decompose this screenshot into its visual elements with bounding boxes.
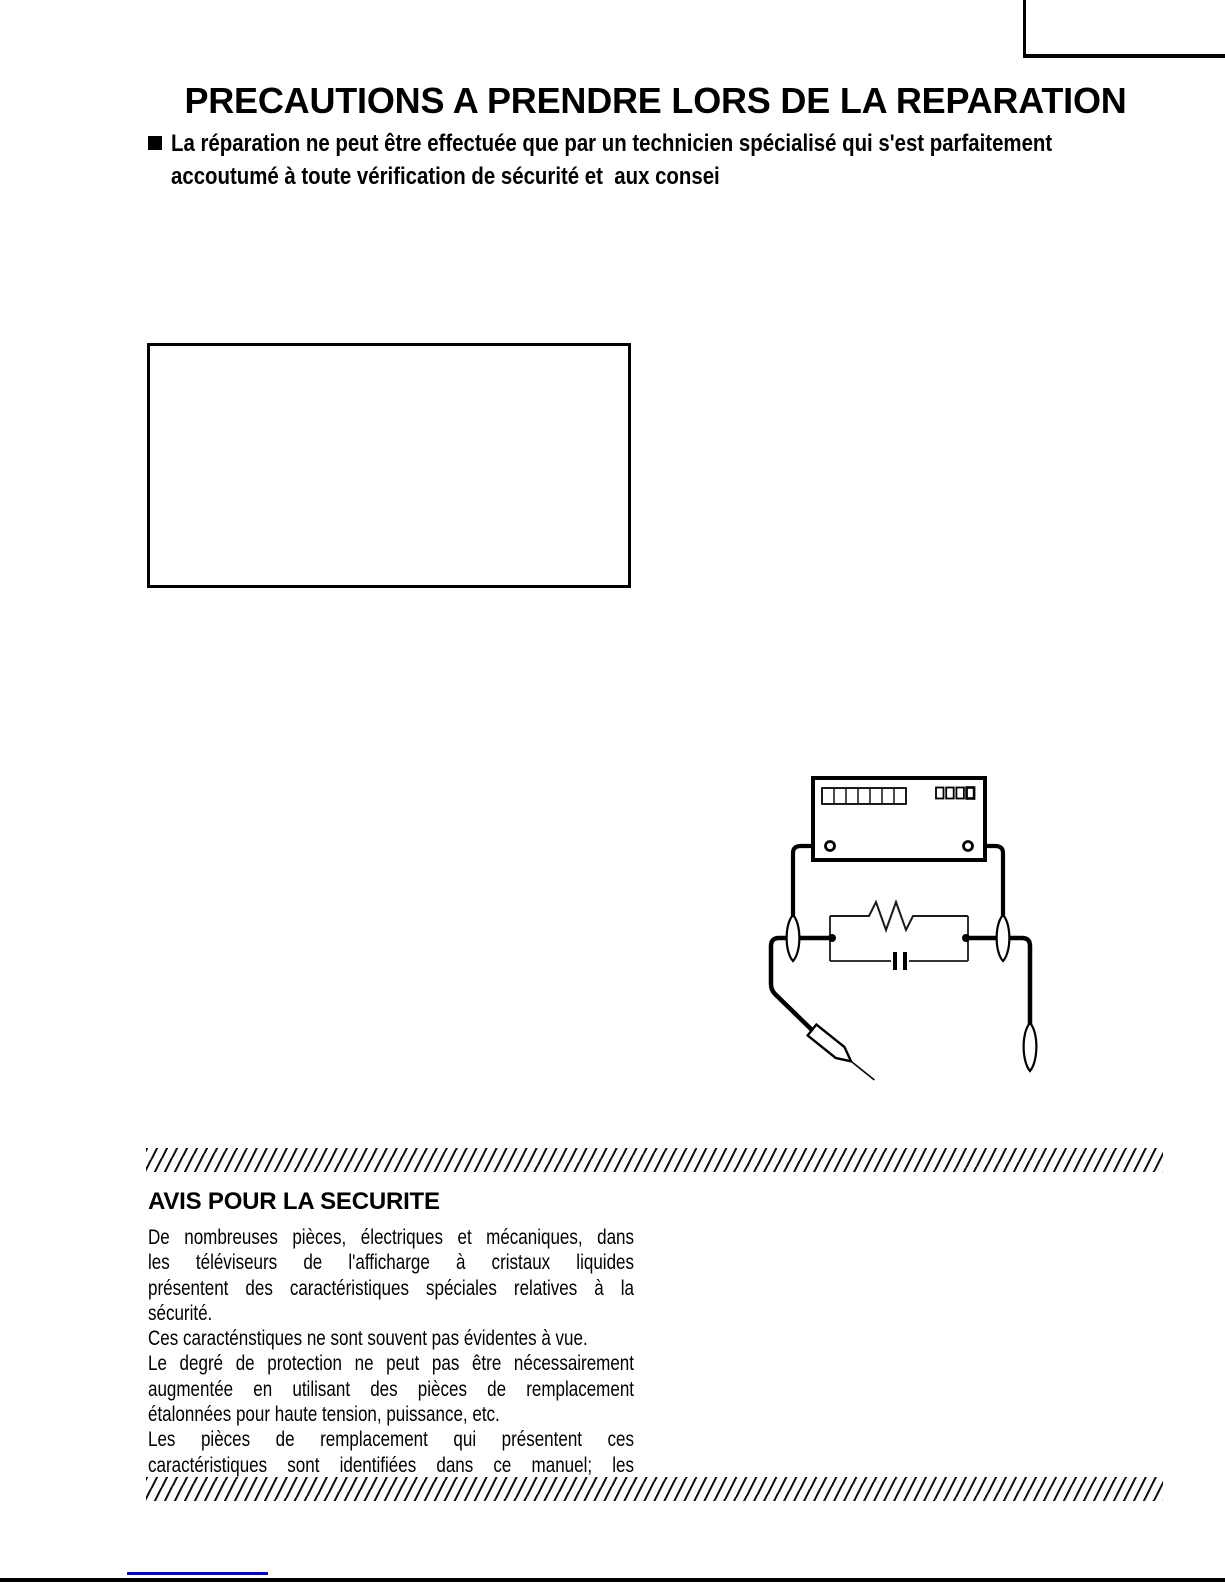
insulated-clip-bottom-icon (1024, 1023, 1037, 1071)
probe-lead-left (771, 938, 833, 1030)
hatched-divider-top (146, 1148, 1163, 1172)
intro-line-1: La réparation ne peut être effectuée que par un technicien spécialisé qui s'est parfaitement (171, 130, 1053, 157)
insulated-clip-left-icon (787, 915, 800, 961)
hatched-divider-bottom (146, 1477, 1163, 1501)
rc-network-sides (830, 916, 968, 961)
test-circuit-figure (755, 760, 1070, 1095)
intro-line-2-row (148, 160, 1208, 193)
capacitor-icon (895, 952, 905, 970)
insulated-clip-right-icon (997, 915, 1010, 961)
intro-paragraph (148, 127, 1208, 193)
safety-notice-line: sécurité. (148, 1301, 213, 1325)
junction-dot-right (962, 934, 970, 942)
page-number-box (1023, 0, 1225, 58)
safety-notice-heading: AVIS POUR LA SECURITE (148, 1188, 440, 1215)
resistor-icon (830, 902, 968, 930)
page-bottom-edge (0, 1578, 1225, 1582)
test-probe-icon (808, 1025, 879, 1086)
safety-notice-line: Le degré de protection ne peut pas être nécessairement (148, 1352, 634, 1376)
safety-notice-line: étalonnées pour haute tension, puissance, etc. (148, 1403, 500, 1427)
safety-notice-body (148, 1225, 634, 1478)
safety-notice-line: présentent des caractéristiques spéciales relatives à la (148, 1276, 634, 1300)
safety-notice-line: caractéristiques sont identifiées dans ce manuel; les (148, 1453, 634, 1477)
meter-terminal-left (826, 842, 835, 851)
safety-notice-line: Ces caracténstiques ne sont souvent pas évidentes à vue. (148, 1327, 588, 1351)
junction-dot-left (828, 934, 836, 942)
safety-notice-line: augmentée en utilisant des pièces de remplacement (148, 1377, 634, 1401)
meter-terminal-right (964, 842, 973, 851)
page-title: PRECAUTIONS A PRENDRE LORS DE LA REPARATION (184, 80, 1127, 121)
square-bullet-icon (148, 136, 162, 150)
safety-notice-line: les téléviseurs de l'afficharge à cristaux liquides (148, 1251, 634, 1275)
intro-line-1-row (148, 127, 1208, 160)
test-circuit-svg (755, 760, 1070, 1095)
empty-callout-box (147, 343, 631, 588)
footer-link-underline[interactable] (127, 1572, 268, 1575)
safety-notice-line: Les pièces de remplacement qui présentent ces (148, 1428, 634, 1452)
intro-line-2: accoutumé à toute vérification de sécurité et aux consei (171, 163, 720, 190)
safety-notice-line: De nombreuses pièces, électriques et mécaniques, dans (148, 1226, 634, 1249)
